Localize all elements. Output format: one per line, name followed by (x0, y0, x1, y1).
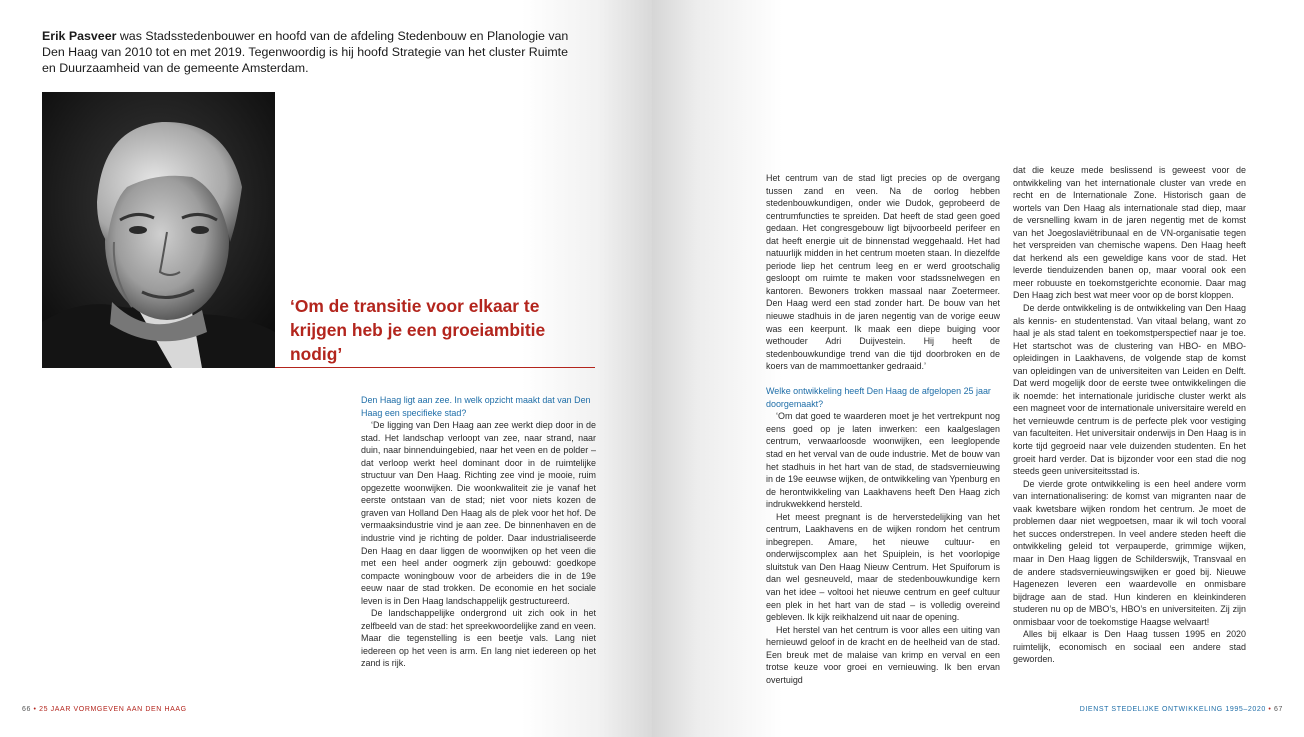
answer-paragraph: De derde ontwikkeling is de ontwikkeling van Den Haag als kennis- en studentenstad. Van vitaal belang, want zo haal je als stad talent en toekomstperspectief naar je toe. Het startschot was de clustering van HBO- en MBO-opleidingen in Laakhavens, de volgende stap de komst van opleidingen van de universiteiten van Leiden en Delft. Dat werd mogelijk door de eerste twee ontwikkelingen die ik noemde: het internationale juridische cluster werkt als een magneet voor de internationale universitaire wereld en het vernieuwde centrum is de perfecte plek voor vestiging van faculteiten. Het universitair onderwijs in Den Haag is in korte tijd gegroeid naar vele duizenden studenten. En het groeit hard verder. Dat is bijzonder voor een stad die nog steeds geen universiteitsstad is. (1013, 303, 1246, 477)
right-text-column-2 (1013, 164, 1246, 666)
answer-paragraph: dat die keuze mede beslissend is geweest voor de ontwikkeling van het internationale cluster van vrede en recht en de Internationale Zone. Historisch gaan de wortels van Den Haag als internationale stad diep, maar de versnelling kwam in de jaren negentig met de komst van het Joegoslaviëtribunaal en de VN-organisatie tegen het verspreiden van chemische wapens. Den Haag heeft dat herkend als een geweldige kans voor de stad. Het leverde tienduizenden banen op, maar vooral ook een meer robuuste en toekomstgerichte economie. Daar mag Den Haag zich best wat meer voor op de borst kloppen. (1013, 165, 1246, 301)
footer-separator: • (1268, 706, 1272, 713)
right-text-column-1 (766, 172, 1000, 686)
page-footer-right (1080, 706, 1283, 713)
author-name: Erik Pasveer (42, 29, 117, 43)
answer-paragraph: De landschappelijke ondergrond uit zich ook in het zelfbeeld van de stad: het spreekwoordelijke zand en veen. Maar die tegenstelling is een beetje vals. Lang niet iedereen op het veen is arm. En lang niet iedereen op het zand is rijk. (361, 608, 596, 669)
answer-paragraph: De vierde grote ontwikkeling is een heel andere vorm van internationalisering: de komst van migranten naar de vaak kwetsbare wijken rondom het centrum. Je moet de problemen daar niet wegpoetsen, maar ik wil toch vooral het succes onderstrepen. In veel andere steden heeft die ontwikkeling geleid tot verpauperde, grimmige wijken, maar in Den Haag liggen de Schilderswijk, Transvaal en de andere stadsvernieuwingswijken er goed bij. Nieuwe Hagenezen leveren een waardevolle en onmisbare bijdrage aan de stad. Hun kinderen en kleinkinderen studeren nu op de MBO’s, HBO’s en universiteiten. Zij zijn onmisbaar voor de toekomstige Haagse welvaart! (1013, 478, 1246, 627)
left-text-column (361, 394, 596, 670)
page-number: 66 (22, 706, 31, 713)
author-bio (42, 28, 572, 76)
interview-question: Welke ontwikkeling heeft Den Haag de afgelopen 25 jaar doorgemaakt? (766, 386, 991, 409)
author-bio-text: was Stadsstedenbouwer en hoofd van de afdeling Stedenbouw en Planologie van Den Haag van 2010 tot en met 2019. Tegenwoordig is hij hoofd Strategie van het cluster Ruimte en Duurzaamheid van de gemeente Amsterdam. (42, 29, 569, 75)
portrait-image (42, 92, 275, 368)
page-footer-left (22, 706, 187, 713)
right-page (652, 0, 1304, 737)
quote-divider (275, 367, 595, 368)
answer-paragraph: ‘Om dat goed te waarderen moet je het vertrekpunt nog eens goed op je laten inwerken: een kaalgeslagen centrum, verwaarloosde woonwijken, een leeglopende stad en het verval van de oude industrie. Met de bouw van het stadhuis in het hart van de stad, de stadsvernieuwing in de 19e eeuwse wijken, de ontwikkeling van Ypenburg en de herontwikkeling van Laakhavens heeft Den Haag zich indrukwekkend hersteld. (766, 411, 1000, 510)
answer-paragraph: Alles bij elkaar is Den Haag tussen 1995 en 2020 ruimtelijk, economisch en sociaal een andere stad geworden. (1013, 629, 1246, 665)
answer-paragraph: Het centrum van de stad ligt precies op de overgang tussen zand en veen. Na de oorlog hebben stedenbouwkundigen, onder wie Dudok, geprobeerd de centrumfuncties te spreiden. Dat heeft de stad geen goed gedaan. Het congresgebouw ligt bijvoorbeeld perifeer en dat heeft energie uit de binnenstad weggehaald. Het had natuurlijk midden in het centrum moeten staan. In diezelfde periode liep het centrum leeg en er werd grootschalig gesloopt om ruimte te maken voor stadssnelwegen en kantoren. Bewoners trokken massaal naar Zoetermeer. Den Haag werd een stad zonder hart. De bouw van het nieuwe stadhuis in de jaren negentig van de vorige eeuw was een keerpunt. Ik maak een diepe buiging voor wethouder Adri Duijvestein. Hij heeft de stedenbouwkundige trend van die tijd doorbroken en de koers van de mammoettanker gedraaid.’ (766, 173, 1000, 372)
footer-separator: • (33, 706, 37, 713)
pull-quote: ‘Om de transitie voor elkaar te krijgen heb je een groeiambitie nodig’ (290, 296, 546, 364)
answer-paragraph: ‘De ligging van Den Haag aan zee werkt diep door in de stad. Het landschap verloopt van zee, naar strand, naar duin, naar binnenduingebied, naar het veen en de polder – dat verloop werkt heel dominant door in de ruimtelijke structuur van Den Haag. Richting zee vind je mooie, ruim opgezette woonwijken. Die woonkwaliteit zie je vanaf het eerste ontstaan van de stad; niet voor niets kozen de graven van Holland Den Haag als de plek voor het hof. De vermaaksindustrie vind je aan zee. De binnenhaven en de industrie vind je richting de polder. Daar industrialiseerde Den Haag en daar liggen de woonwijken op het veen die met een heel ander oogmerk zijn gebouwd: goedkope compacte woningbouw voor de arbeiders die in de 19e eeuw naar de stad trokken. De economie en het sociale leven is in Den Haag landschappelijk gestructureerd. (361, 420, 596, 606)
running-title: DIENST STEDELIJKE ONTWIKKELING 1995–2020 (1079, 706, 1266, 713)
answer-paragraph: Het meest pregnant is de herverstedelijking van het centrum, Laakhavens en de wijken rondom het centrum inbegrepen. Amare, het nieuwe cultuur- en onderwijscomplex aan het Spuiplein, is het voorlopige sluitstuk van Den Haag Nieuw Centrum. Het Spuiforum is dan wel gesneuveld, maar de stedenbouwkundige kern van het idee – voltooi het nieuwe centrum en geef cultuur een plek in het hart van de stad – is volledig overeind gebleven. Ik kijk reikhalzend uit naar de opening. (766, 511, 1000, 623)
interview-question: Den Haag ligt aan zee. In welk opzicht maakt dat van Den Haag een specifieke stad? (361, 395, 591, 418)
running-title: 25 JAAR VORMGEVEN AAN DEN HAAG (39, 706, 187, 713)
portrait-photo (42, 92, 275, 368)
answer-paragraph: Het herstel van het centrum is voor alles een uiting van hernieuwd geloof in de kracht en de heelheid van de stad. Een breuk met de malaise van krimp en verval en een trotse keuze voor groei en vernieuwing. Ik ben ervan overtuigd (766, 624, 1000, 685)
page-number: 67 (1274, 706, 1283, 713)
